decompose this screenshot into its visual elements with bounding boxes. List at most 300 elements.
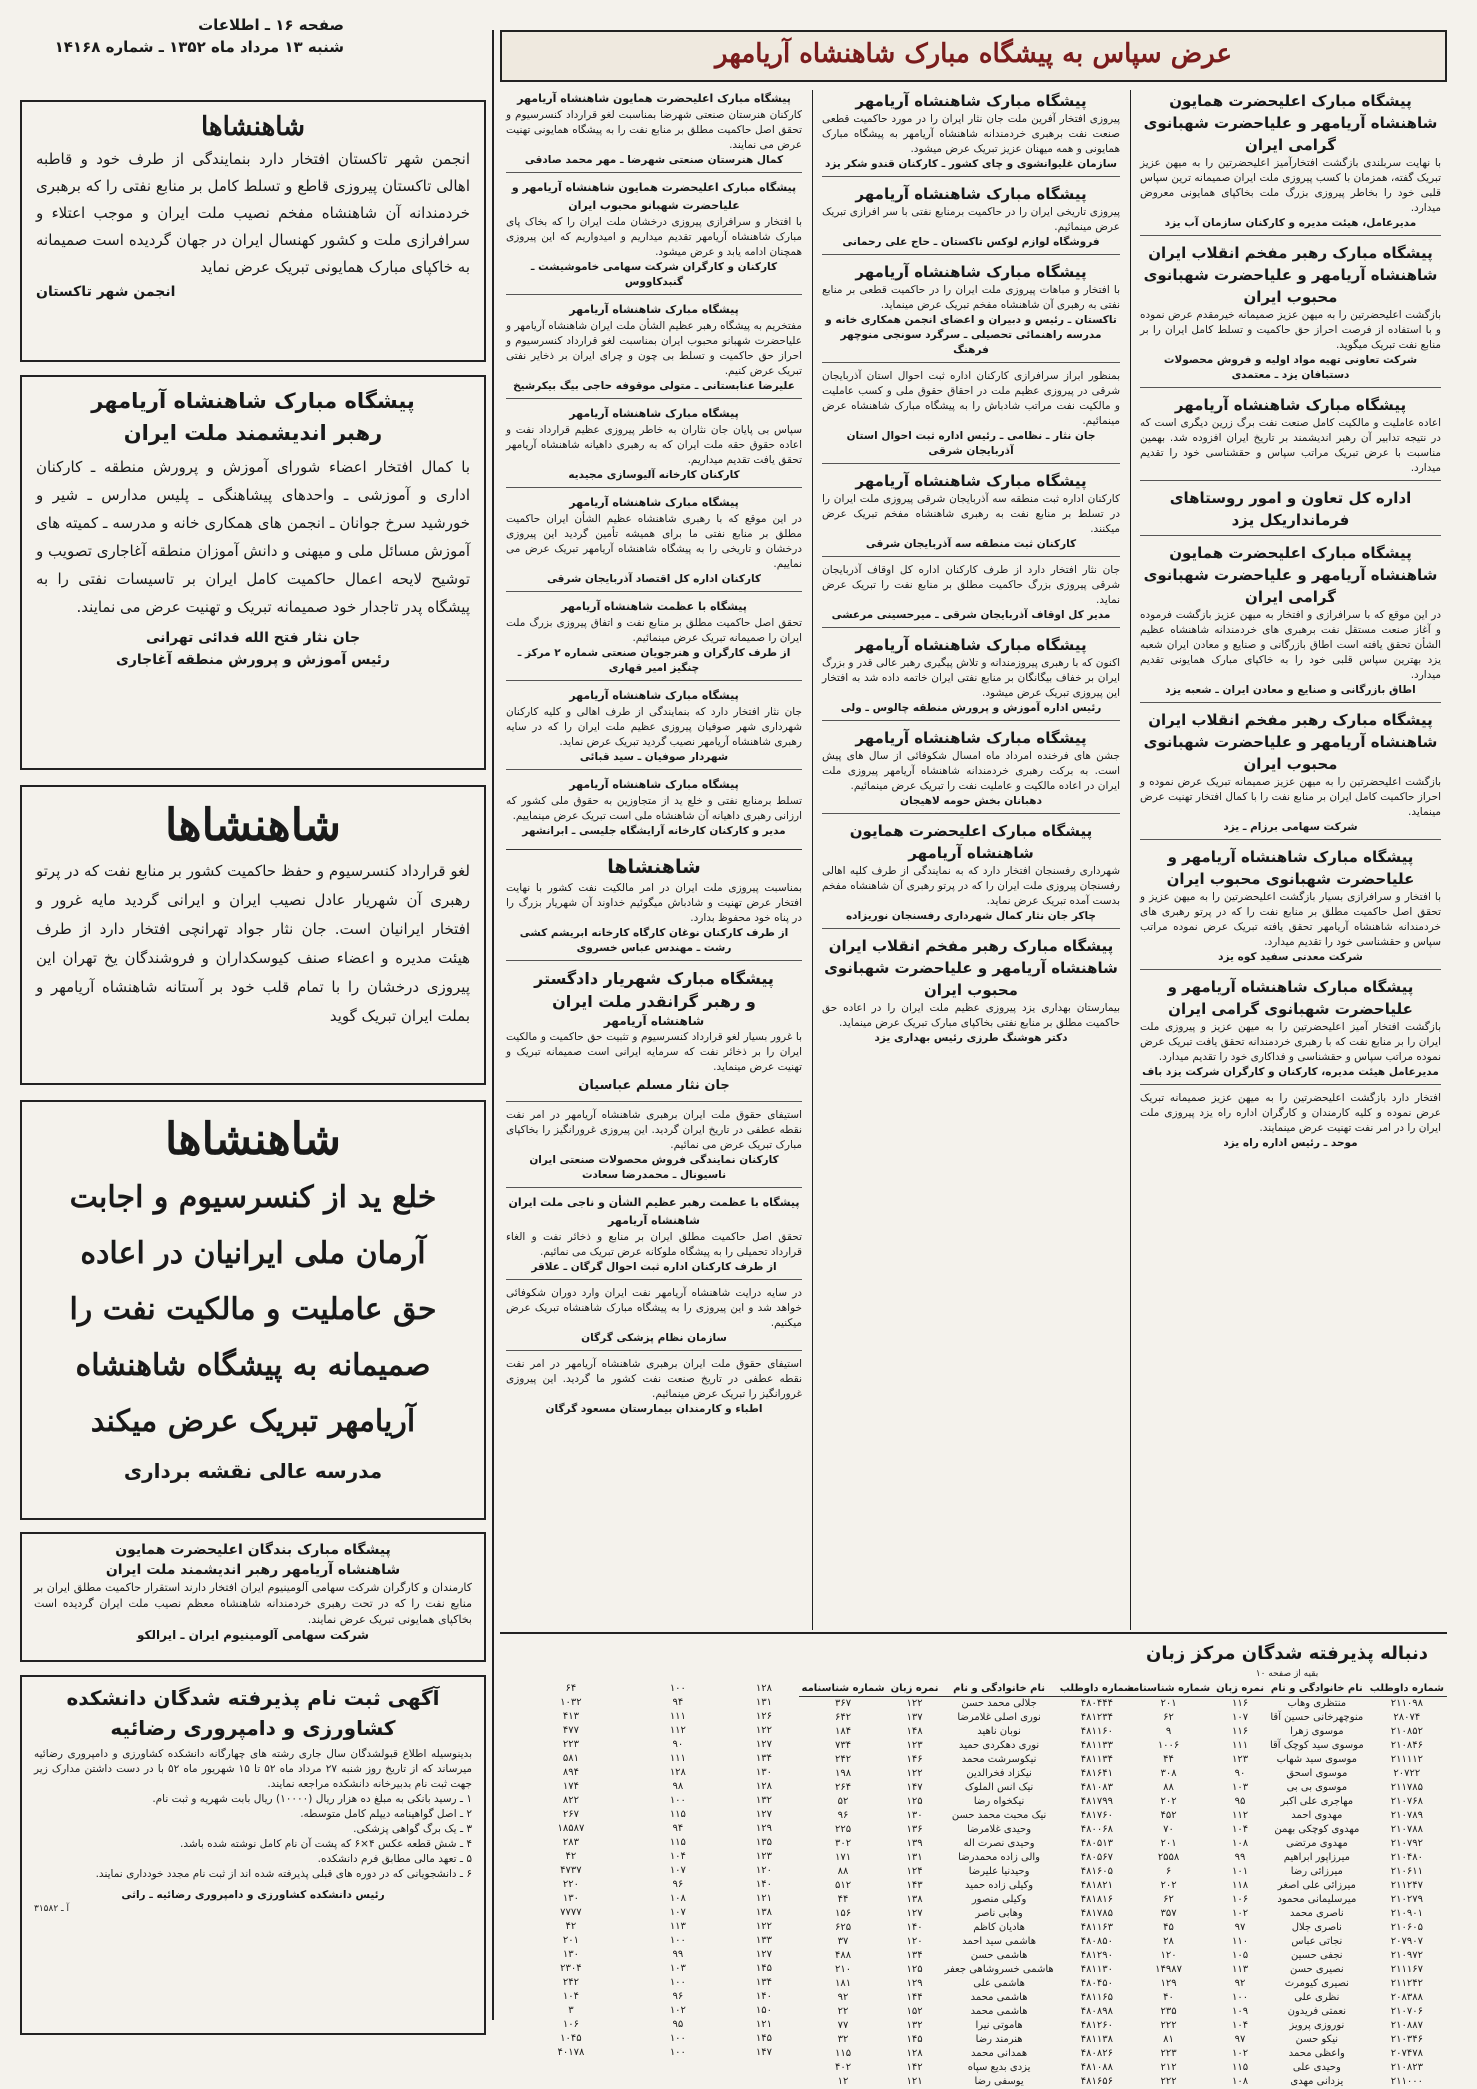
table-cell: ۳۲ [837, 2034, 849, 2045]
table-row [507, 2046, 807, 2060]
notice-body: اعاده عاملیت و مالکیت کامل صنعت نفت برگ زرین دیگری است که در نتیجه تدابیر آن رهبر اندیشمند بر تاریخ ایران افزوده شد. بهمین مناسبت با عرض تبریک مراتب سپاس و حقشناسی خود را تقدیم میدارد. [1140, 417, 1441, 474]
table-cell: ۱۹۸ [834, 1768, 852, 1779]
table-cell: مهدوی مرتضی [1285, 1838, 1348, 1849]
column-rule [492, 30, 494, 2020]
table-row [507, 1906, 807, 1920]
table-cell: ۲۶۷ [562, 1809, 579, 1820]
table-header: نمره زبان [1213, 1682, 1267, 1697]
dadgostar-title3: شاهنشاه آریامهر [603, 1014, 705, 1028]
table-cell: مهاجری علی اکبر [1280, 1796, 1354, 1807]
table-row [507, 1710, 807, 1724]
table-cell: ۱۴۵ [906, 2034, 923, 2045]
table-cell: ۱۸۴ [834, 1726, 852, 1737]
table-cell: ۴۱۳ [562, 1711, 579, 1722]
notice-sign: مدیرعامل هیئت مدیره، کارکنان و کارگران شرکت یزد باف [1142, 1066, 1439, 1078]
notice-body: استیفای حقوق ملت ایران برهبری شاهنشاه آریامهر در امر نفت نقطه عطفی در تاریخ صنعت نفت کشور ما گردید. این پیروزی غرورانگیز را تبریک عرض مینمائیم. [506, 1358, 802, 1400]
ad2-body: با کمال افتخار اعضاء شورای آموزش و پرورش منطقه ـ کارکنان اداری و آموزشی ـ واحدهای پیشاهنگی ـ پلیس مدارس ـ شیر و خورشید سرخ جوانان ـ انجمن های همکاری خانه و مدرسه ـ کمیته های آموزش مسائل ملی و میهنی و دانش آموزان منطقه آغاجاری تصویب و توشیح لایحه اعمال حاکمیت کامل ایران بر تاسیسات نفتی را به پیشگاه پدر تاجدار خود صمیمانه تبریک و تهنیت عرض می نمایند. [36, 458, 470, 616]
notice-title: پیشگاه مبارک شاهنشاه آریامهر [855, 636, 1087, 654]
banner-title: عرض سپاس به پیشگاه مبارک شاهنشاه آریامهر [715, 39, 1232, 69]
mid-notices [506, 90, 802, 843]
ad5-title2: شاهنشاه آریامهر رهبر اندیشمند ملت ایران [105, 1562, 401, 1578]
table-cell: هنرمند رضا [975, 2034, 1023, 2045]
table-cell: ۲۱۰۹۷۲ [1390, 1950, 1423, 1961]
table-cell: موسوی بی بی [1286, 1782, 1348, 1793]
table-cell: والی زاده محمدرضا [958, 1852, 1040, 1863]
ad6-title1: آگهی ثبت نام پذیرفته شدگان دانشکده [66, 1686, 440, 1710]
table-cell: ۲۵۵۸ [1157, 1852, 1180, 1863]
table-cell: ۷۷۷۷ [560, 1907, 582, 1918]
notice-sign: مدیر کل اوقاف آذربایجان شرقی ـ میرحسینی مرعشی [831, 609, 1111, 621]
table-cell: ۴۸۰۸۵۰ [1080, 1936, 1113, 1947]
ad1-title: شاهنشاها [200, 112, 305, 142]
table-cell: ۴۸۰۰۶۸ [1080, 1824, 1113, 1835]
table-cell: ۱۳۰ [906, 1810, 923, 1821]
table-cell: ۱۲۷ [755, 1739, 773, 1750]
table-cell: ۸۸ [837, 1866, 849, 1877]
table-cell: ۱۰۷ [669, 1907, 686, 1918]
table-row [799, 2019, 1137, 2033]
table-cell: ۹۴ [672, 1823, 684, 1834]
table-row [1124, 2047, 1447, 2061]
table-cell: ۹۴ [672, 1697, 684, 1708]
table-cell: ۴۸۱۷۹۹ [1080, 1796, 1113, 1807]
table-cell: ۱۴۰ [755, 1879, 773, 1890]
table-cell: نیکو حسن [1295, 2034, 1339, 2045]
table-cell: هادیان کاظم [973, 1922, 1025, 1933]
table-cell: ۲۴۲ [834, 1754, 852, 1765]
table-cell: ۱۲۷ [755, 1809, 773, 1820]
table-cell: ۱۳۴ [906, 1950, 923, 1961]
table-cell: ۲۱۰۲۷۹ [1390, 1894, 1423, 1905]
notice-title: پیشگاه مبارک شاهنشاه آریامهر [855, 92, 1087, 110]
results-block-2 [801, 1682, 1137, 2087]
congrats-notice [1140, 394, 1441, 481]
congrats-notice [822, 727, 1120, 814]
table-cell: ۱۰۰ [1231, 1992, 1249, 2003]
table-cell: ۹۰ [672, 1739, 684, 1750]
table-cell: ۴۵۲ [1160, 1810, 1177, 1821]
table-cell: ۱۳۲ [906, 2020, 923, 2031]
table-cell: وکیلی زاده حمید [965, 1880, 1034, 1891]
table-row [1124, 1879, 1447, 1893]
table-cell: ۱۴۰ [906, 1922, 923, 1933]
table-row [1124, 1697, 1447, 1712]
notice-body: کارکنان اداره ثبت منطقه سه آذربایجان شرقی پیروزی ملت ایران را در تسلط بر منابع نفت به رهبری شاهنشاه مفخم تبریک عرض میکنند. [822, 493, 1120, 535]
table-cell: ۲۱۰۶۱۱ [1390, 1866, 1423, 1877]
mid-shahanshaha-sign: از طرف کارکنان نوغان کارگاه کارخانه ابریشم کشی رشت ـ مهندس عباس خسروی [519, 927, 789, 954]
table-header: نام خانوادگی و نام [941, 1682, 1056, 1697]
table-row [1124, 1893, 1447, 1907]
table-cell: ۴۸۱۶۰۵ [1080, 1866, 1113, 1877]
table-cell: ۲۱۰ [834, 1964, 852, 1975]
table-cell: ۲۱۱۱۱۲ [1390, 1754, 1423, 1765]
table-cell: ۴۸۱۲۶۰ [1080, 2020, 1113, 2031]
notice-sign: کارکنان کارخانه آلیوسازی مجیدیه [568, 469, 740, 481]
table-row [507, 1766, 807, 1780]
table-cell: ۱۱۱ [669, 1711, 686, 1722]
section-rule [500, 1632, 1447, 1634]
notice-body: کارکنان هنرستان صنعتی شهرضا بمناسبت لغو قرارداد کنسرسیوم و تحقق اصل حاکمیت مطلق بر منابع نفت را به پیشگاه همایونی تهنیت عرض می نمایند. [506, 109, 802, 151]
table-cell: هاشمی سید احمد [962, 1936, 1036, 1947]
table-row [1124, 1935, 1447, 1949]
table-cell: ۱۰۸ [1231, 1838, 1249, 1849]
table-cell: واعظی محمد [1288, 2048, 1345, 2059]
table-cell: ۱۲۱ [755, 1893, 773, 1904]
table-cell: ۱۵۰ [755, 2005, 773, 2016]
notice-sign: دکتر هوشنگ طرزی رئیس بهداری یزد [874, 1032, 1068, 1044]
notice-body: پیروزی افتخار آفرین ملت جان نثار ایران را در مورد حاکمیت قطعی صنعت نفت برهبری خردمندانه شاهنشاه آریامهر به پیشگاه مبارک همایونی و همه میهنان عزیز تبریک عرض میشود. [822, 113, 1120, 155]
table-cell: ۴۸۰۵۱۳ [1080, 1838, 1113, 1849]
table-cell: مهدوی احمد [1291, 1810, 1343, 1821]
notice-title: پیشگاه مبارک رهبر مفخم انقلاب ایران شاهنشاه آریامهر و علیاحضرت شهبانوی محبوب ایران [824, 937, 1118, 999]
table-cell: ۵۸۱ [562, 1753, 579, 1764]
table-row [1124, 1963, 1447, 1977]
notice-body: بازگشت اعلیحضرتین را به میهن عزیز صمیمانه تبریک عرض نموده و احراز حاکمیت کامل ایران بر منابع نفت را با کمال افتخار تهنیت عرض مینماید. [1140, 776, 1441, 818]
table-cell: ۱۰۴ [669, 1851, 686, 1862]
ad6-item: ۲ ـ اصل گواهینامه دیپلم کامل متوسطه. [300, 1808, 472, 1820]
table-cell: ۲۱۱۷۸۵ [1390, 1782, 1423, 1793]
table-cell: ۱۰۴۵ [560, 2033, 582, 2044]
table-cell: ۳۵۷ [1160, 1908, 1177, 1919]
notice-body: مفتخریم به پیشگاه رهبر عظیم الشأن ملت ایران شاهنشاه آریامهر و علیاحضرت شهبانو محبوب ایران بمناسبت لغو قرارداد کنسرسیوم و احراز حق حاکمیت و تسلط بی چون و چرای ایران بر ذخایر نفتی تبریک عرض کنیم. [506, 320, 802, 377]
table-cell: ۱۴۸ [906, 1726, 923, 1737]
table-row [507, 1752, 807, 1766]
table-row [799, 1781, 1137, 1795]
table-cell: ۱۱۰ [1231, 1936, 1249, 1947]
ad6-item: ۵ ـ تعهد مالی مطابق فرم دانشکده. [317, 1853, 472, 1865]
table-cell: ۱۱۶ [1231, 1726, 1249, 1737]
table-cell: ۱۲۰ [755, 1865, 773, 1876]
table-row [1124, 1753, 1447, 1767]
table-row [507, 1738, 807, 1752]
table-cell: ۴۰ [1163, 1992, 1174, 2003]
notice-sign: از طرف کارکنان اداره ثبت احوال گرگان ـ علاقر [531, 1261, 777, 1273]
table-cell: ۱۳۶ [906, 1824, 923, 1835]
table-cell: ۱۵۶ [834, 1908, 852, 1919]
table-cell: ۱۴۶ [906, 1754, 923, 1765]
ad1-sign: انجمن شهر تاکستان [36, 284, 176, 300]
ad5-title1: پیشگاه مبارک بندگان اعلیحضرت همایون [115, 1542, 391, 1558]
notice-sign: شرکت تعاونی تهیه مواد اولیه و فروش محصولات دستبافان یزد ـ معتمدی [1163, 354, 1418, 381]
table-cell: ۱۳۴ [755, 1977, 773, 1988]
table-cell: ۱۰۲ [1231, 1908, 1249, 1919]
notice-body: بازگشت افتخار آمیز اعلیحضرتین را به میهن عزیز و پیروزی ملت ایران را بر منابع نفت که با رهبری خردمندانه تحقق یافت تبریک عرض نموده مراتب سپاس و حقشناسی و فداکاری خود را تقدیم میدارد. [1140, 1021, 1441, 1063]
table-cell: ۱۰۰ [669, 1977, 686, 1988]
table-cell: ۲۸۰۷۴ [1393, 1712, 1421, 1723]
table-cell: ۱۴۵ [755, 1963, 773, 1974]
mid-shahanshaha-title: شاهنشاها [607, 856, 701, 878]
notice-sign: دهبانان بخش حومه لاهیجان [900, 795, 1042, 807]
table-cell: ۴۲ [565, 1851, 577, 1862]
table-row [507, 1976, 807, 1990]
table-row [799, 1795, 1137, 1809]
table-cell: ۲۲۳ [1160, 2048, 1177, 2059]
table-cell: ۲۲۵ [834, 1824, 852, 1835]
table-cell: میرزائی علی اصغر [1277, 1880, 1356, 1891]
table-header: نام خانوادگی و نام [1267, 1682, 1367, 1697]
table-cell: ۱۲۲ [755, 1921, 773, 1932]
congrats-notice [1140, 846, 1441, 970]
table-cell: ۱۰۶ [1231, 1894, 1249, 1905]
table-cell: نیک انس الملوک [964, 1782, 1034, 1793]
table-cell: ۲۸ [1163, 1936, 1174, 1947]
table-cell: ۱۰۰ [669, 2047, 686, 2058]
notice-sign: کارکنان نمایندگی فروش محصولات صنعتی ایران ناسیونال ـ محمدرضا سعادت [529, 1154, 779, 1181]
table-cell: ۹۶ [672, 1879, 684, 1890]
table-cell: ۴۸۱۸۱۶ [1080, 1894, 1113, 1905]
table-cell: ۱۳۷ [906, 1712, 923, 1723]
table-cell: ۱۳۵ [755, 1837, 773, 1848]
notice-sign: اطباء و کارمندان بیمارستان مسعود گرگان [545, 1403, 763, 1415]
table-cell: ۱۷۴ [562, 1781, 579, 1792]
table-cell: ۱۲۸ [755, 1683, 773, 1694]
table-row [799, 1753, 1137, 1767]
table-row [507, 1794, 807, 1808]
table-cell: ۲۳۵ [1160, 2006, 1177, 2017]
congrats-notice [1140, 242, 1441, 388]
table-cell: میرزاپور ابراهیم [1283, 1852, 1350, 1863]
table-row [507, 1822, 807, 1836]
table-cell: ۲۲۰ [562, 1879, 579, 1890]
table-cell: هاشمی خسروشاهی جعفر [944, 1964, 1054, 1975]
table-cell: ۱۲۲ [755, 1725, 773, 1736]
results-block-1 [1127, 1682, 1447, 2087]
header-page-line: صفحه ۱۶ ـ اطلاعات [198, 16, 344, 34]
table-cell: ۱۳۳ [755, 1935, 773, 1946]
congrats-notice [506, 90, 802, 173]
table-cell: ناصری محمد [1289, 1908, 1344, 1919]
table-cell: ۱۰۰ [669, 1683, 686, 1694]
table-row [1124, 1795, 1447, 1809]
table-cell: ۴۰۲ [834, 2062, 852, 2073]
table-cell: ۲۱۰۷۹۲ [1390, 1838, 1423, 1849]
table-cell: نجفی حسین [1291, 1950, 1343, 1961]
table-cell: ۱۲۸ [755, 1781, 773, 1792]
table-cell: ۲۱۱۰۰۰ [1390, 2076, 1423, 2087]
table-cell: ۹۹ [672, 1949, 684, 1960]
dadgostar-title1: پیشگاه مبارک شهریار دادگستر [534, 969, 774, 988]
ad-aghajari-education [20, 375, 486, 770]
table-row [507, 1990, 807, 2004]
table-cell: ۱۴۴ [906, 1992, 923, 2003]
congrats-notice [506, 1286, 802, 1351]
table-cell: ۴۸۱۲۹۰ [1080, 1950, 1113, 1961]
ad1-body: انجمن شهر تاکستان افتخار دارد بنمایندگی از طرف خود و قاطبه اهالی تاکستان پیروزی قاطع و تسلط کامل بر منابع نفتی را که برهبری خردمندانه آن شاهنشاه مفخم نصیب ملت ایران و موجب اعتلاء و سرافرازی ملت و کشور کهنسال ایران در جهان گردیده است صمیمانه به خاکپای مبارک همایونی تبریک عرض نماید [36, 150, 470, 276]
table-cell: ۴۸۸ [834, 1950, 852, 1961]
table-cell: ۲۰۷۴۷۸ [1390, 2048, 1423, 2059]
table-cell: ۱۰۸ [1231, 2076, 1249, 2087]
header-date-line: شنبه ۱۳ مرداد ماه ۱۳۵۲ ـ شماره ۱۴۱۶۸ [54, 38, 344, 56]
table-cell: ۷۰ [1163, 1824, 1174, 1835]
table-cell: نیکوسرشت محمد [961, 1754, 1037, 1765]
table-cell: ۱۰۰ [669, 2033, 686, 2044]
table-row [507, 1864, 807, 1878]
table-cell: ۲۴۲ [562, 1977, 579, 1988]
notice-sign: کارکنان ثبت منطقه سه آذربایجان شرقی [865, 538, 1077, 550]
table-cell: ۴۸۰۸۹۸ [1080, 2006, 1113, 2017]
table-cell: ۱۰۹ [1231, 2006, 1249, 2017]
table-cell: ۴۸۱۷۸۵ [1080, 1908, 1113, 1919]
congrats-notice [822, 369, 1120, 464]
table-cell: ۲۱۰۸۴۶ [1390, 1740, 1423, 1751]
results-subtitle: بقیه از صفحه ۱۰ [1255, 1669, 1319, 1679]
notice-sign: کارکنان و کارگران شرکت سهامی خاموشیشت ـ گنبدکاووس [530, 261, 778, 288]
table-cell: ۲۱۲ [1160, 2062, 1177, 2073]
shahanshaha-notice [506, 849, 802, 961]
table-cell: ۲۰۱ [1160, 1698, 1177, 1709]
table-cell: ۳۰۲ [834, 1838, 852, 1849]
congrats-notice [506, 405, 802, 488]
table-cell: ۲۱۱۲۴۲ [1390, 1978, 1423, 1989]
table-cell: ۹۲ [1234, 1978, 1246, 1989]
table-row [799, 1711, 1137, 1725]
table-row [799, 1963, 1137, 1977]
table-cell: ۵۱۲ [834, 1880, 852, 1891]
table-row [799, 1809, 1137, 1823]
table-cell: ۱۲۱ [906, 2076, 923, 2087]
table-cell: ۴۸۱۱۳۰ [1080, 1964, 1113, 1975]
table-cell: هاشمی علی [973, 1978, 1025, 1989]
mid-shahanshaha-body: بمناسبت پیروزی ملت ایران در امر مالکیت نفت کشور با نهایت افتخار عرض تهنیت و شادباش میگوئیم خداوند آن شهریار بزرگ را در پناه خود محفوظ بدارد. [506, 882, 802, 924]
ad3-title: شاهنشاها [164, 800, 342, 851]
congrats-notice [1140, 542, 1441, 703]
table-cell: همدانی محمد [970, 2048, 1028, 2059]
table-cell: وحیدنیا علیرضا [968, 1866, 1030, 1877]
table-header: شماره شناسنامه [1124, 1682, 1213, 1697]
notice-sign: رئیس اداره آموزش و پرورش منطقه چالوس ـ ولی [840, 702, 1102, 714]
table-cell: ۱۲۳ [755, 1851, 773, 1862]
table-cell: نوری دهکردی حمید [958, 1740, 1040, 1751]
table-cell: ۲۱۰۷۸۸ [1390, 1824, 1423, 1835]
table-cell: ۴۸۱۸۲۱ [1080, 1880, 1113, 1891]
table-cell: ۱۰۳ [1231, 1782, 1249, 1793]
table-cell: ۱۲۵ [906, 1796, 923, 1807]
congrats-notice [1140, 1091, 1441, 1155]
table-cell: ۷۷ [837, 2020, 849, 2031]
ad-rezaieh-college [20, 1675, 486, 2035]
dadgostar-body: با غرور بسیار لغو قرارداد کنسرسیوم و تثبیت حق حاکمیت و مالکیت ایران را بر ذخائر نفت که سرمایه ایرانی است صمیمانه تبریک و تهنیت عرض مینماید. [506, 1031, 802, 1073]
table-row [799, 1865, 1137, 1879]
ad2-title1: پیشگاه مبارک شاهنشاه آریامهر [91, 389, 415, 413]
ad6-item: ۶ ـ دانشجویانی که در دوره های قبلی پذیرفته شده اند از ثبت نام مجدد خودداری نمایند. [95, 1868, 472, 1880]
notice-body: تحقق اصل حاکمیت مطلق ایران بر منابع و ذخائر نفت و الغاء قرارداد تحمیلی را به پیشگاه ملوکانه عرض تبریک می نمائیم. [506, 1231, 802, 1258]
table-cell: ۹۷ [1234, 2034, 1246, 2045]
dadgostar-notice [506, 967, 802, 1102]
table-cell: ۶۲ [1163, 1712, 1174, 1723]
banner [500, 30, 1447, 82]
table-cell: ۵۲ [837, 1796, 849, 1807]
table-cell: ۴۵ [1163, 1922, 1174, 1933]
congrats-notice [1140, 976, 1441, 1085]
mid2-notices [822, 90, 1120, 1050]
table-cell: ۱۱۸ [1231, 1880, 1249, 1891]
table-row [799, 2075, 1137, 2089]
table-cell: ۱۱۵ [669, 1809, 686, 1820]
table-cell: ۱۰۶ [562, 2019, 579, 2030]
table-cell: ۱۲۳ [1231, 1754, 1249, 1765]
table-cell: نوروزی پرویز [1289, 2020, 1345, 2031]
page-header [24, 14, 344, 70]
ad2-sign1: جان نثار فتح الله فدائی تهرانی [145, 630, 361, 646]
table-cell: ۱۲۳ [906, 1740, 923, 1751]
table-cell: ۱۰۲ [1231, 2048, 1249, 2059]
table-cell: ناصری جلال [1291, 1922, 1342, 1933]
dadgostar-title2: و رهبر گرانقدر ملت ایران [552, 992, 756, 1011]
table-cell: ۲۱۰۸۲۳ [1390, 2062, 1423, 2073]
results-block-3 [507, 1682, 807, 2058]
table-cell: ۲۶۴ [834, 1782, 852, 1793]
table-cell: ۱۲۹ [755, 1823, 773, 1834]
notice-sign: علیرضا عنابستانی ـ متولی موقوفه حاجی بیگ بیکرشیخ [513, 380, 795, 392]
table-cell: یزدی بدیع سپاه [967, 2062, 1031, 2073]
table-cell: موسوی اسحق [1286, 1768, 1348, 1779]
table-row [799, 2047, 1137, 2061]
table-cell: ۱۲۶ [755, 1711, 773, 1722]
table-cell: ۱۲۵ [906, 1964, 923, 1975]
table-cell: ۱۱۵ [669, 1837, 686, 1848]
table-row [507, 1696, 807, 1710]
dadgostar-sign: جان نثار مسلم عباسیان [578, 1078, 730, 1093]
notice-body: در این موقع که با رهبری شاهنشاه عظیم الشأن ایران حاکمیت مطلق بر منابع نفتی ما برای همیشه تأمین گردید این پیروزی درخشان و تاریخی را به پیشگاه شاهنشاه آریامهر تبریک عرض می نماییم. [506, 513, 802, 570]
ad6-item: ۳ ـ یک برگ گواهی پزشکی. [353, 1823, 472, 1835]
table-row [507, 1808, 807, 1822]
notice-body: بازگشت اعلیحضرتین را به میهن عزیز صمیمانه خیرمقدم عرض نموده و با استفاده از فرصت احراز حق حاکمیت و تسلط کامل ایران را بر منابع نفت تبریک میگوید. [1140, 309, 1441, 351]
table-cell: ۱۴۷ [755, 2047, 773, 2058]
table-row [507, 2018, 807, 2032]
table-cell: ۴۸۰۴۴۴ [1080, 1698, 1113, 1709]
table-row [799, 1921, 1137, 1935]
table-row [1124, 1977, 1447, 1991]
table-cell: نوری اصلی غلامرضا [957, 1712, 1041, 1723]
congrats-notice [506, 301, 802, 399]
results-table-1 [1124, 1682, 1447, 2089]
table-cell: ۲۱۰۹۰۱ [1390, 1908, 1423, 1919]
table-cell: ۹۹ [1234, 1852, 1246, 1863]
table-row [799, 2005, 1137, 2019]
table-row [1124, 1725, 1447, 1739]
notice-body: با نهایت سربلندی بازگشت افتخارآمیز اعلیحضرتین را به میهن عزیز تبریک گفته، همزمان با کسب پیروزی ملت ایران صمیمانه ترین سپاس قلبی خود را بخاطر پیروزی بزرگ ملت بخاکپای همایونی معروض میدارد. [1140, 157, 1441, 214]
table-cell: نصیری کیومرث [1284, 1978, 1349, 1989]
notice-body: جان نثار افتخار دارد که بنمایندگی از طرف اهالی و کلیه کارکنان شهرداری شهر صوفیان پیروزی عظیم ملت ایران را که در سایه رهبری شاهنشاه آریامهر نصیب گردید تبریک عرض نماید. [506, 706, 802, 748]
congrats-notice [822, 90, 1120, 177]
right-notices [1140, 90, 1441, 1155]
results-table-2 [799, 1682, 1137, 2089]
column-right [1134, 90, 1447, 1630]
notice-body: جان نثار افتخار دارد از طرف کارکنان اداره کل اوقاف آذربایجان شرقی پیروزی بزرگ حاکمیت مطلق بر منابع نفت را تبریک عرض نماید. [822, 564, 1120, 606]
table-row [799, 1851, 1137, 1865]
notice-title: پیشگاه مبارک شاهنشاه آریامهر [569, 689, 739, 702]
table-cell: ۴۸۱۱۳۳ [1080, 1740, 1113, 1751]
table-cell: ۲۲۲ [1160, 2076, 1177, 2087]
notice-sign: شهردار صوفیان ـ سید قبائی [579, 751, 729, 763]
congrats-notice [1140, 90, 1441, 236]
notice-body: در این موقع که با سرافرازی و افتخار به میهن عزیز بازگشت فرموده و آغاز صنعت مستقل نفت برهبری های خردمندانه شاهنشاه عظیم الشأن تحقق یافته است اطاق بازرگانی و صنایع و معادن ایران شعبه یزد بهترین سپاس قلبی خود را به خاکپای مبارک همایونی تقدیم میدارد. [1140, 609, 1441, 681]
congrats-notice [822, 634, 1120, 721]
congrats-notice [1140, 709, 1441, 840]
congrats-notice [506, 776, 802, 843]
ad4-title: شاهنشاها [164, 1114, 342, 1165]
table-row [799, 1935, 1137, 1949]
notice-title: پیشگاه مبارک شاهنشاه آریامهر و علیاحضرت شهبانوی محبوب ایران [1166, 848, 1415, 888]
table-cell: ۲۱۱۲۴۷ [1390, 1880, 1423, 1891]
notice-sign: شرکت معدنی سفید کوه یزد [1218, 951, 1363, 963]
table-cell: ۴۸۱۱۳۴ [1080, 1754, 1113, 1765]
notice-body: جشن های فرخنده امرداد ماه امسال شکوفائی از سال های پیش است. به برکت رهبری خردمندانه شاهنشاه آریامهر پیروزی ملت ایران در اعاده مالکیت و عاملیت نفت را تبریک عرض مینمائیم. [822, 750, 1120, 792]
table-cell: ۱۲۱ [755, 2019, 773, 2030]
notice-body: با افتخار و سرافرازی پیروزی درخشان ملت ایران را که بخاک پای مبارک شاهنشاه آریامهر تقدیم میداریم و امیدواریم که این پیروزی همچنان ادامه یابد و عرض میشود. [506, 216, 802, 258]
table-cell: ۲۱۰۸۵۲ [1390, 1726, 1423, 1737]
table-cell: موسوی سید کوچک آقا [1269, 1740, 1364, 1751]
